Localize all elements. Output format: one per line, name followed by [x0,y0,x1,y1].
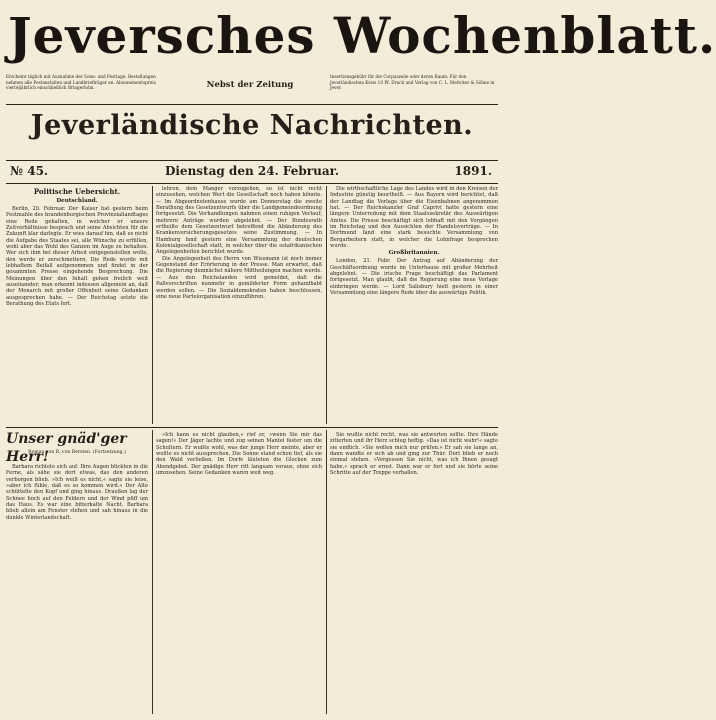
story-title: Unser gnäd'ger Herr! [6,431,127,465]
dateline [6,164,498,182]
masthead-rule [6,104,498,105]
article-column-3 [330,186,498,424]
supplement-notice: Nebst der Zeitung [206,80,294,90]
article-text: Berlin, 20. Februar. Der Kaiser hat gestern beim Festmahle des brandenburgischen Provinziallandtages eine Rede gehalten, in welcher er unsere Zeitverhältnisse besprach und seine Absichten für die Zukunft klar darlegte. Er wies darauf hin, daß es nicht die Aufgabe des Staates sei, alle Wünsche zu erfüllen, wohl aber das Wohl des Ganzen im Auge zu behalten. Wer sich ihm bei dieser Arbeit entgegenstellen wolle, den werde er zerschmettern. Die Rede wurde mit lebhaftem Beifall aufgenommen und findet in der gesammten Presse eingehende Besprechung. Die Meinungen über den Inhalt gehen freilich weit auseinander; man erkennt indessen allgemein an, daß der Monarch mit großer Offenheit seine Gedanken ausgesprochen habe. — Der Reichstag setzte die Berathung des Etats fort. [6,206,148,308]
issue-date: Dienstag den 24. Februar. [164,164,340,178]
subscription-notice: Erscheint täglich mit Ausnahme der Sonn- und Festtage. Bestellungen nehmen alle Postanstalten und Landbriefträger an. Abonnementspreis vierteljährlich einschließlich Bringerlohn. [6,74,156,91]
dateline-bottom-rule [6,183,498,184]
dateline-top-rule [6,160,498,161]
story-byline: Roman von R. von Bersten. (Fortsetzung.) [28,450,126,455]
masthead-title: Jeversches Wochenblatt. [8,6,716,65]
story-column-3 [330,432,498,714]
story-column-2 [156,432,322,714]
column-divider [152,186,153,424]
article-text: Die wirthschaftliche Lage des Landes wird in den Kreisen der Industrie günstig beurtheilt. — Aus Bayern wird berichtet, daß der Landtag die Vorlage über die Eisenbahnen angenommen hat. — Der Reichskanzler Graf Caprivi hatte gestern eine längere Unterredung mit dem Staatssekretär des Auswärtigen Amtes. Die Presse beschäftigt sich lebhaft mit den Vorgängen im Reichstag und den Aussichten der Handelsverträge. — In Dortmund fand eine stark besuchte Versammlung von Bergarbeitern statt, in welcher die Lohnfrage besprochen wurde. [330,186,498,250]
country-heading: Großbritannien. [388,250,440,257]
column-divider [326,430,327,714]
article-text: lehren, dem Manger vorzugehen, so ist nicht recht einzusehen, welchen Wert die Gesellschaft noch haben könnte. — Im Abgeordnetenhause wurde am Donnerstag die zweite Berathung des Gesetzentwurfs über die Landgemeindeordnung fortgesetzt. Die Verhandlungen nahmen einen ruhigen Verlauf; mehrere Anträge wurden abgelehnt. — Der Bundesrath ertheilte dem Gesetzentwurf betreffend die Abänderung des Krankenversicherungsgesetzes seine Zustimmung. — In Hamburg fand gestern eine Versammlung der deutschen Kolonialgesellschaft statt, in welcher über die ostafrikanischen Angelegenheiten berichtet wurde. [156,186,322,256]
story-text: »Ich kann es nicht glauben,« rief er, »wenn Sie mir das sagen!« Der Jäger lachte und zog seinen Mantel fester um die Schultern. Er wußte wohl, was der junge Herr meinte, aber er wollte es nicht aussprechen. Die Sonne stand schon tief, als sie den Wald verließen. Im Dorfe läuteten die Glocken zum Abendgebet. Der gnädige Herr ritt langsam voraus, ohne sich umzusehen. Seine Gedanken waren weit weg. [156,432,322,477]
story-text: Barbara richtete sich auf. Ihre Augen blickten in die Ferne, als sähe sie dort etwas, das den anderen verborgen blieb. »Ich weiß es nicht,« sagte sie leise, »aber ich fühle, daß es so kommen wird.« Der Alte schüttelte den Kopf und ging hinaus. Draußen lag der Schnee hoch auf den Feldern und der Wind pfiff um das Haus. Es war eine bitterkalte Nacht. Barbara blieb allein am Fenster stehen und sah hinaus in die dunkle Winterlandschaft. [6,464,148,521]
article-text: Die Angelegenheit des Herrn von Wissmann ist noch immer Gegenstand der Erörterung in der Presse. Man erwartet, daß die Regierung demnächst nähere Mittheilungen machen werde. — Aus den Reichslanden wird gemeldet, daß die Paßvorschriften nunmehr in gemilderter Form gehandhabt werden sollen. — Die Sozialdemokraten haben beschlossen, eine neue Parteiorganisation einzuführen. [156,255,322,300]
column-divider [152,430,153,714]
story-text: Sie wußte nicht recht, was sie antworten sollte. Ihre Hände zitterten und ihr Herz schlug heftig. »Das ist nicht wahr!« sagte sie endlich. »Sie wollen mich nur prüfen.« Er sah sie lange an, dann wandte er sich ab und ging zur Thür. Dort blieb er noch einmal stehen. »Vergessen Sie nicht, was ich Ihnen gesagt habe,« sprach er ernst. Dann war er fort und sie hörte seine Schritte auf der Treppe verhallen. [330,432,498,477]
issue-year: 1891. [454,164,492,178]
country-heading: Deutschland. [56,198,98,204]
story-column-1 [6,464,148,714]
subtitle: Jeverländische Nachrichten. [30,110,474,141]
column-divider [326,186,327,424]
issue-number: № 45. [10,164,49,178]
article-column-1 [6,186,148,424]
insertion-notice: Insertionsgebühr für die Corpuszeile oder deren Raum: Für den Jeverländischen Kreis 10 Pf. Druck und Verlag von C. L. Mettcker & Söhne in Jever. [330,74,495,91]
feuilleton-rule [6,427,498,428]
article-text: London, 21. Febr. Der Antrag auf Abänderung der Geschäftsordnung wurde im Unterhause mit großer Mehrheit abgelehnt. — Die irische Frage beschäftigt das Parlament fortgesetzt. Man glaubt, daß die Regierung eine neue Vorlage einbringen werde. — Lord Salisbury hielt gestern in einer Versammlung eine längere Rede über die auswärtige Politik. [330,258,498,297]
article-column-2 [156,186,322,424]
section-heading: Politische Uebersicht. [33,187,121,196]
